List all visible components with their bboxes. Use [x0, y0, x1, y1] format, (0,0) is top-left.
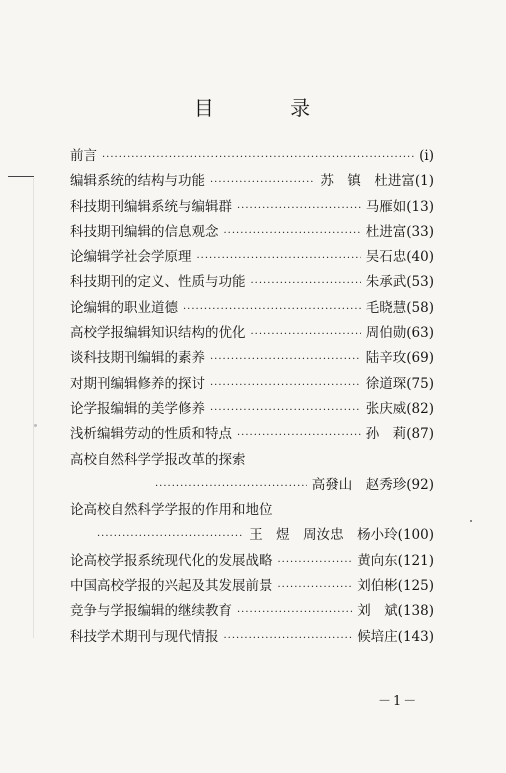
leader-dots — [210, 170, 315, 195]
toc-entry-author-page: 候培庄(143) — [357, 628, 434, 645]
toc-entry — [70, 169, 434, 194]
toc-entry-title: 论编辑的职业道德 — [70, 299, 178, 316]
toc-entry-author-page: 毛晓慧(58) — [365, 299, 434, 316]
leader-dots — [278, 550, 353, 575]
toc-entry-author-page: 刘伯彬(125) — [357, 578, 434, 595]
toc-entry-author-page: 张庆威(82) — [365, 400, 434, 417]
toc-entry-title: 前言 — [70, 148, 97, 164]
toc-entry-title: 科技期刊编辑的信息观念 — [70, 223, 219, 240]
toc-entry-author-page: 徐道琛(75) — [365, 375, 434, 392]
toc-entry-author-page: 黄向东(121) — [357, 552, 434, 569]
toc-entry-title: 科技期刊的定义、性质与功能 — [70, 274, 246, 291]
leader-dots — [210, 373, 361, 398]
leader-dots — [251, 271, 361, 296]
toc-entry-title: 谈科技期刊编辑的素养 — [70, 350, 205, 367]
toc-entry-author-page: 陆辛玫(69) — [365, 350, 434, 367]
toc-entry — [70, 195, 434, 220]
toc-entry — [70, 625, 434, 650]
toc-entry — [70, 448, 434, 473]
leader-dots — [97, 524, 244, 549]
toc-entry — [70, 549, 434, 574]
toc-entry-title: 论编辑学社会学原理 — [70, 249, 192, 266]
toc-entry-author-page: 朱承武(53) — [365, 274, 434, 291]
toc-entry-author-page: 吴石忠(40) — [365, 249, 434, 266]
toc-entry-title: 科技学术期刊与现代情报 — [70, 628, 219, 645]
toc-entry-title: 论高校自然科学学报的作用和地位 — [70, 502, 273, 519]
toc-entry-author-page: 马雁如(13) — [365, 198, 434, 215]
leader-dots — [237, 600, 352, 625]
leader-dots — [102, 145, 414, 170]
leader-dots — [155, 474, 307, 499]
table-of-contents — [70, 144, 434, 650]
toc-entry — [70, 372, 434, 397]
toc-entry — [70, 346, 434, 371]
toc-entry-author-page: 苏 镇 杜进富(1) — [320, 173, 434, 190]
toc-entry — [70, 220, 434, 245]
toc-entry — [70, 498, 434, 523]
scan-speck — [470, 520, 472, 522]
scan-margin-shadow — [33, 178, 34, 638]
toc-entry — [70, 245, 434, 270]
toc-entry-title: 竞争与学报编辑的继续教育 — [70, 603, 232, 620]
toc-entry-title: 论学报编辑的美学修养 — [70, 400, 205, 417]
toc-entry-author-page: 孙 莉(87) — [365, 426, 434, 443]
leader-dots — [210, 398, 361, 423]
title-char: 目 — [193, 96, 216, 120]
toc-entry-author-page: (i) — [419, 148, 434, 164]
toc-entry-author-page: 杜进富(33) — [365, 223, 434, 240]
toc-entry — [70, 523, 434, 548]
toc-entry-author-page: 周伯勋(63) — [365, 325, 434, 342]
toc-entry-title: 论高校学报系统现代化的发展战略 — [70, 552, 273, 569]
toc-entry — [70, 574, 434, 599]
toc-entry — [70, 321, 434, 346]
leader-dots — [210, 347, 361, 372]
leader-dots — [224, 626, 353, 651]
toc-entry — [70, 473, 434, 498]
toc-entry-author-page: 高發山 赵秀珍(92) — [311, 476, 434, 493]
leader-dots — [278, 575, 353, 600]
toc-entry-title: 对期刊编辑修养的探讨 — [70, 375, 205, 392]
title-char: 录 — [290, 96, 313, 120]
toc-entry — [70, 397, 434, 422]
toc-entry-title: 浅析编辑劳动的性质和特点 — [70, 426, 232, 443]
leader-dots — [251, 322, 361, 347]
toc-entry-author-page: 刘 斌(138) — [357, 603, 434, 620]
margin-mark — [8, 176, 34, 177]
toc-entry — [70, 296, 434, 321]
toc-entry-title: 高校自然科学学报改革的探索 — [70, 451, 246, 468]
toc-entry-title: 高校学报编辑知识结构的优化 — [70, 325, 246, 342]
toc-entry-title: 科技期刊编辑系统与编辑群 — [70, 198, 232, 215]
scan-speck — [34, 424, 37, 427]
toc-entry — [70, 422, 434, 447]
leader-dots — [224, 221, 361, 246]
toc-entry-author-page: 王 煜 周汝忠 杨小玲(100) — [249, 527, 434, 544]
leader-dots — [237, 423, 361, 448]
toc-entry-title: 编辑系统的结构与功能 — [70, 173, 205, 190]
page-number: －1－ — [378, 694, 419, 709]
toc-entry — [70, 144, 434, 169]
leader-dots — [237, 196, 361, 221]
toc-entry — [70, 599, 434, 624]
page-title — [0, 92, 506, 121]
leader-dots — [197, 246, 361, 271]
leader-dots — [183, 297, 361, 322]
toc-entry — [70, 270, 434, 295]
toc-entry-title: 中国高校学报的兴起及其发展前景 — [70, 578, 273, 595]
